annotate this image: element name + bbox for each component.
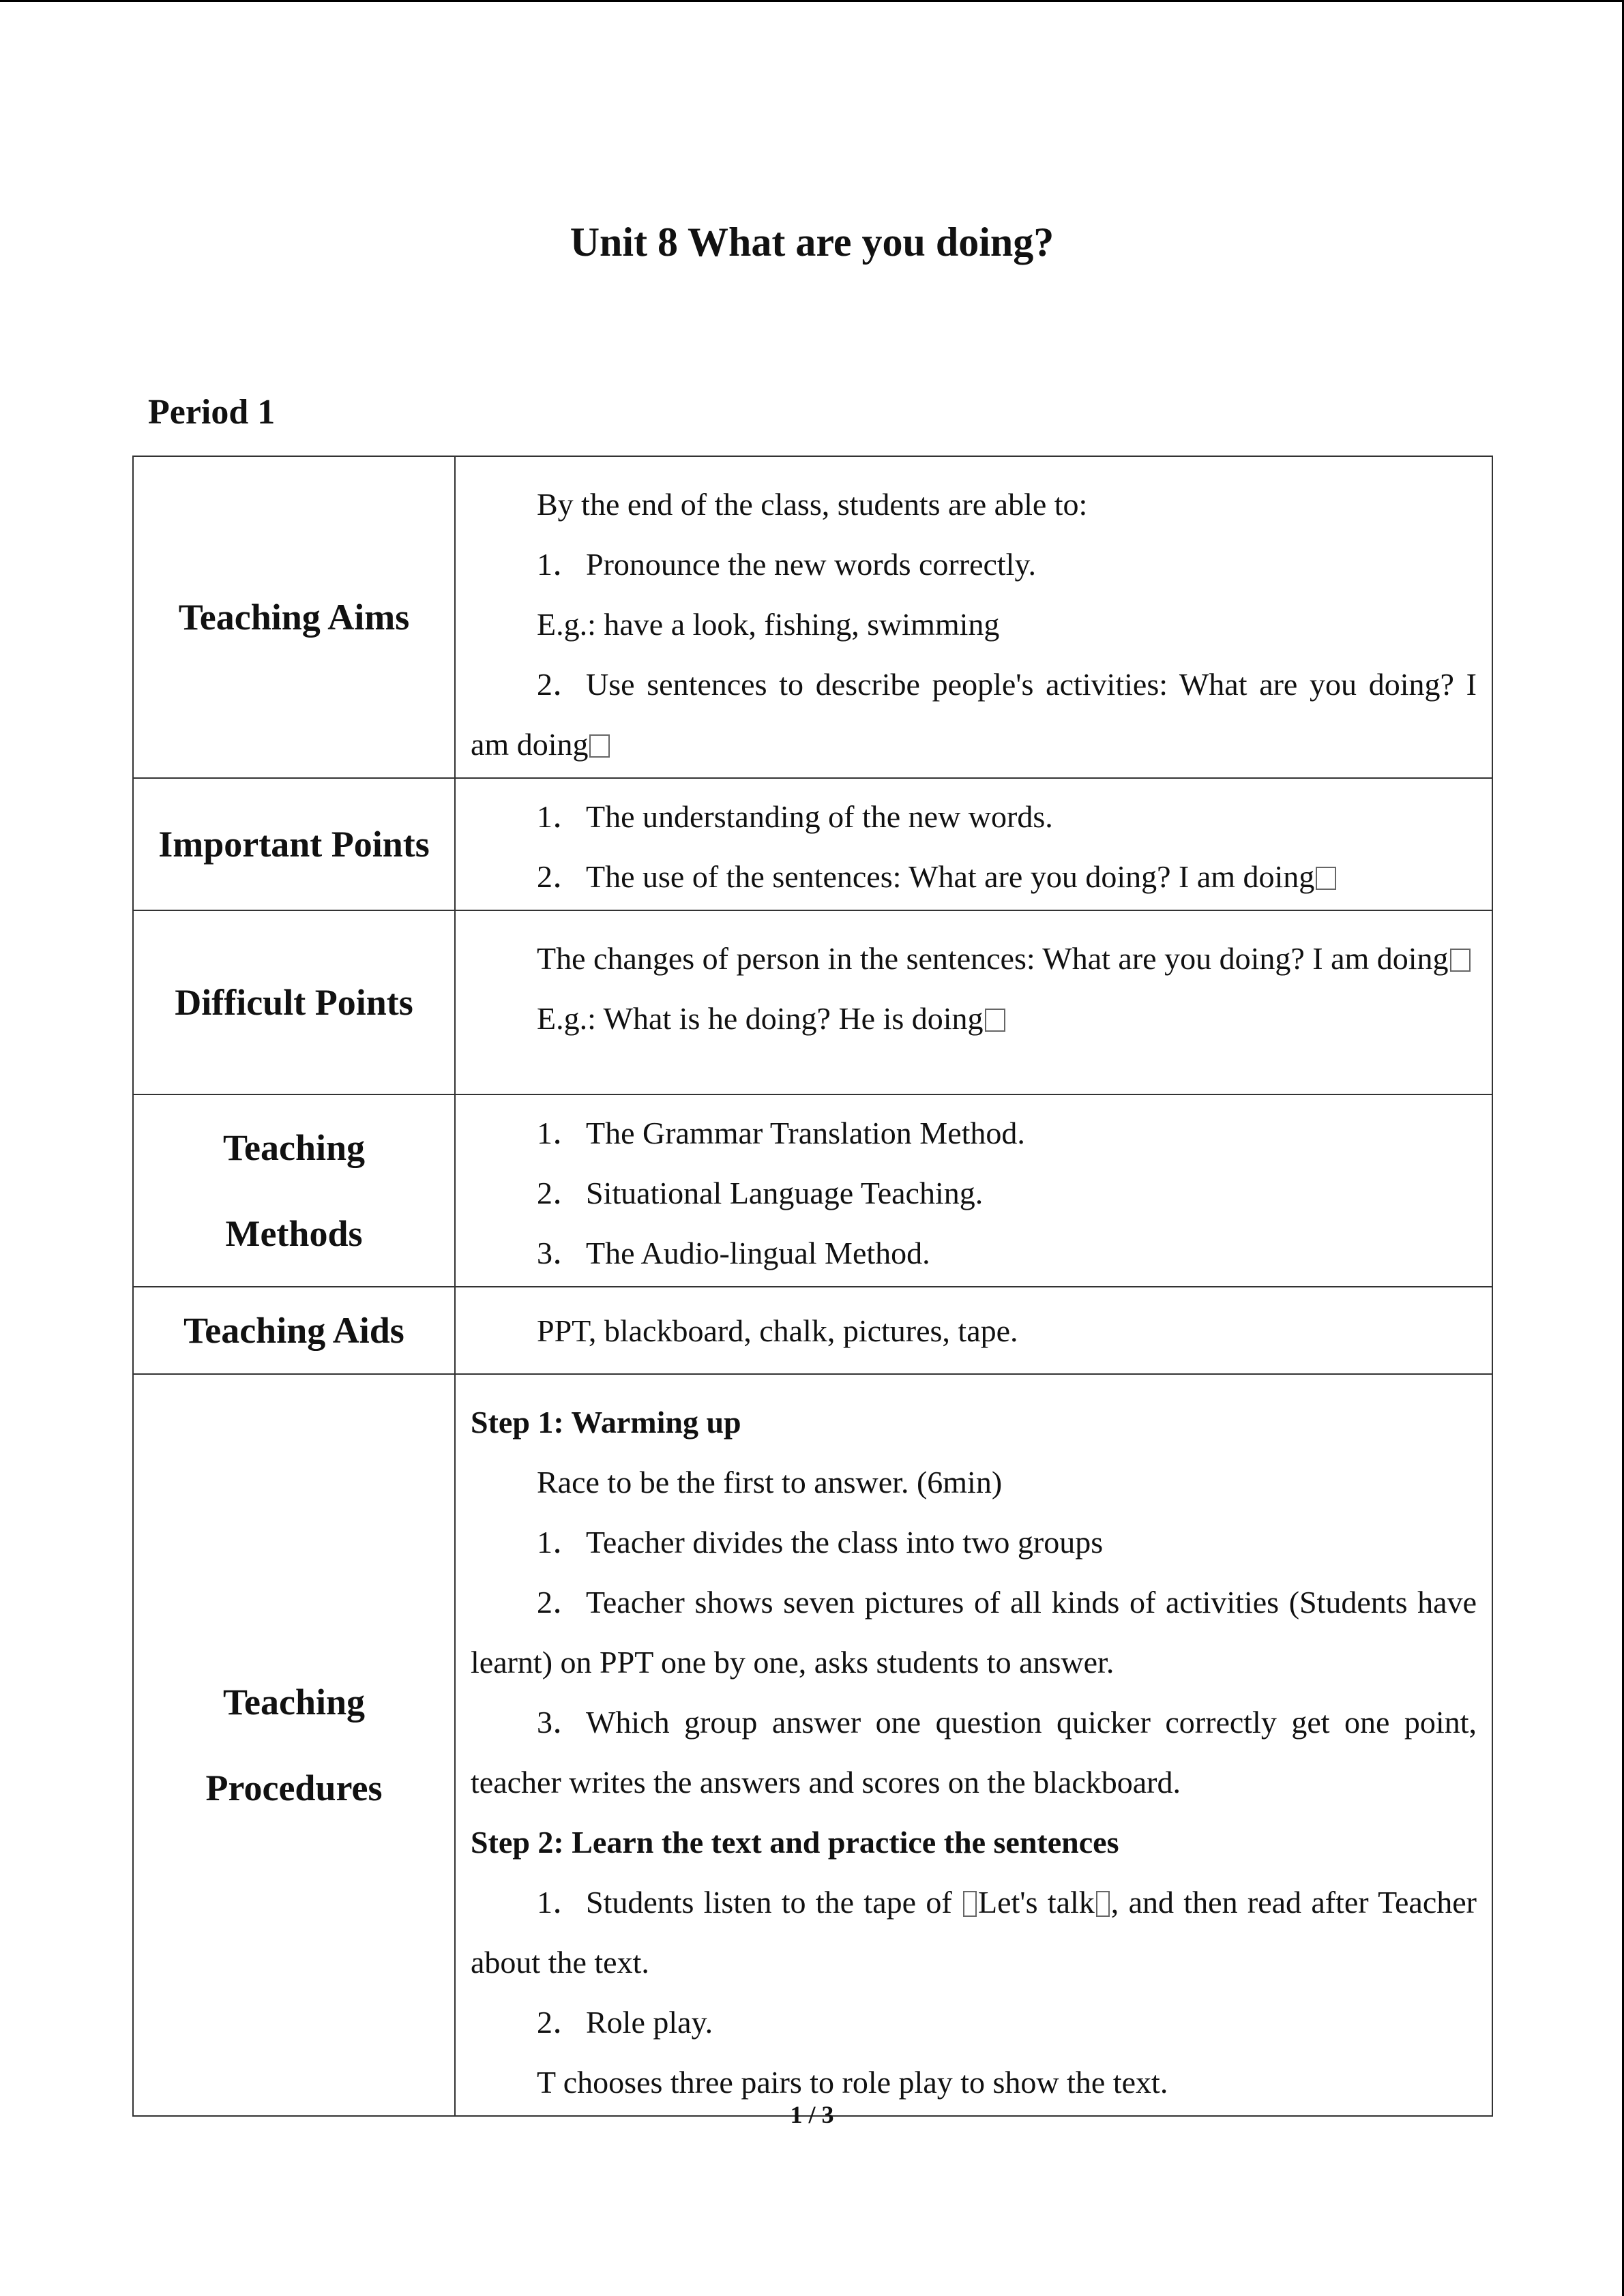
step2-item-1: 1．Students listen to the tape of Let's talk , and then read after Teacher about the text.	[471, 1885, 1477, 1980]
step1-item-3: 3．Which group answer one question quicker correctly get one point, teacher writes the answers and scores on the blackboard.	[471, 1705, 1477, 1800]
aims-item-2: 2．Use sentences to describe people's activities: What are you doing? I am doing	[471, 667, 1477, 762]
step1-intro: Race to be the first to answer. (6min)	[537, 1465, 1003, 1500]
missing-glyph-icon	[1450, 949, 1471, 972]
step2-title: Step 2: Learn the text and practice the sentences	[471, 1825, 1119, 1860]
close-quote-glyph-icon	[1096, 1891, 1110, 1917]
table-row-teaching-methods	[133, 1094, 1492, 1287]
teaching-aims-label: Teaching Aims	[133, 456, 455, 778]
step2-item-2: 2．Role play.	[537, 2005, 713, 2040]
aids-text: PPT, blackboard, chalk, pictures, tape.	[537, 1313, 1018, 1348]
table-row-teaching-aims	[133, 456, 1492, 778]
missing-glyph-icon	[1316, 867, 1336, 890]
step1-title: Step 1: Warming up	[471, 1405, 741, 1440]
step1-item-1: 1．Teacher divides the class into two groups	[537, 1525, 1104, 1560]
difficult-example: E.g.: What is he doing? He is doing	[471, 989, 1477, 1049]
page-top-border	[0, 0, 1624, 2]
open-quote-glyph-icon	[963, 1891, 977, 1917]
missing-glyph-icon	[985, 1009, 1005, 1032]
aims-item-1: 1．Pronounce the new words correctly.	[537, 547, 1036, 582]
difficult-points-content	[455, 910, 1492, 1094]
table-row-teaching-aids	[133, 1287, 1492, 1374]
table-row-important-points	[133, 778, 1492, 910]
teaching-aids-content	[455, 1287, 1492, 1374]
important-item-1: 1．The understanding of the new words.	[537, 799, 1053, 834]
missing-glyph-icon	[589, 734, 610, 758]
step2-item-3: T chooses three pairs to role play to show the text.	[537, 2065, 1168, 2100]
methods-item-3: 3．The Audio-lingual Method.	[537, 1236, 930, 1270]
important-points-label: Important Points	[133, 778, 455, 910]
difficult-points-label: Difficult Points	[133, 910, 455, 1094]
methods-item-1: 1．The Grammar Translation Method.	[537, 1116, 1025, 1150]
methods-item-2: 2．Situational Language Teaching.	[537, 1176, 984, 1210]
teaching-methods-content	[455, 1094, 1492, 1287]
page-title: Unit 8 What are you doing?	[570, 220, 1054, 265]
teaching-procedures-content	[455, 1374, 1492, 2116]
difficult-line-1: The changes of person in the sentences: What are you doing? I am doing	[471, 929, 1477, 989]
important-points-content	[455, 778, 1492, 910]
teaching-aids-label: Teaching Aids	[133, 1287, 455, 1374]
table-row-teaching-procedures	[133, 1374, 1492, 2116]
period-heading: Period 1	[148, 393, 276, 432]
aims-example: E.g.: have a look, fishing, swimming	[537, 607, 1000, 642]
teaching-procedures-label: Teaching Procedures	[133, 1374, 455, 2116]
teaching-aims-content	[455, 456, 1492, 778]
table-row-difficult-points	[133, 910, 1492, 1094]
important-item-2: 2．The use of the sentences: What are you doing? I am doing	[471, 847, 1477, 907]
step1-item-2: 2．Teacher shows seven pictures of all kinds of activities (Students have learnt) on PPT one by one, asks students to answer.	[471, 1585, 1477, 1680]
page-number: 1 / 3	[790, 2101, 834, 2128]
teaching-methods-label: Teaching Methods	[133, 1094, 455, 1287]
lesson-plan-table	[132, 456, 1493, 2117]
aims-intro: By the end of the class, students are able to:	[537, 487, 1088, 522]
